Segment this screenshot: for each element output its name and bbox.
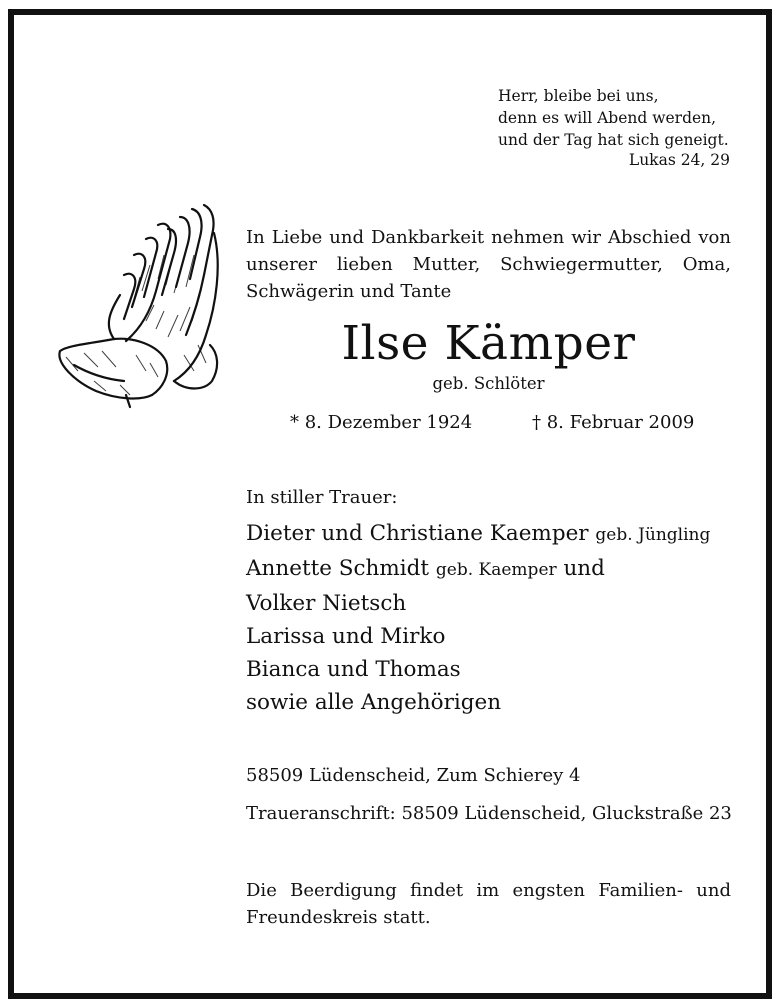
intro-text: In Liebe und Dankbarkeit nehmen wir Abschied von unserer lieben Mutter, Schwiegermutter, Oma, Schwägerin und Tante [246, 227, 731, 302]
mourner-name: Dieter und Christiane Kaemper [246, 521, 596, 546]
verse-line: und der Tag hat sich geneigt. [498, 131, 729, 149]
mourning-address: Traueranschrift: 58509 Lüdenscheid, Gluckstraße 23 [246, 803, 732, 824]
deceased-name: Ilse Kämper [341, 316, 636, 371]
mourner-line [246, 517, 710, 552]
funeral-note: Die Beerdigung findet im engsten Familien- und Freundeskreis statt. [246, 880, 731, 928]
mourner-maiden: geb. Kaemper [435, 560, 557, 580]
verse-line: denn es will Abend werden, [498, 109, 717, 127]
mourner-name: sowie alle Angehörigen [246, 690, 502, 715]
mourner-name: Larissa und Mirko [246, 624, 446, 649]
mourner-line [246, 552, 710, 587]
mourner-maiden: geb. Jüngling [595, 525, 711, 545]
mourner-line [246, 653, 710, 686]
death-date: † 8. Februar 2009 [532, 412, 695, 433]
mourner-line [246, 587, 710, 620]
mourner-suffix: und [556, 556, 605, 581]
verse-reference: Lukas 24, 29 [628, 151, 730, 169]
home-address: 58509 Lüdenscheid, Zum Schierey 4 [246, 765, 581, 786]
mourners-list [246, 517, 710, 719]
mourner-line [246, 686, 710, 719]
praying-hands-icon [54, 195, 224, 410]
mourner-name: Volker Nietsch [246, 591, 407, 616]
maiden-name: geb. Schlöter [432, 374, 545, 393]
mourner-name: Bianca und Thomas [246, 657, 461, 682]
verse-line: Herr, bleibe bei uns, [498, 87, 659, 105]
mourner-name: Annette Schmidt [246, 556, 436, 581]
mourner-line [246, 620, 710, 653]
bible-verse [498, 85, 729, 151]
mourning-label: In stiller Trauer: [246, 487, 398, 508]
birth-date: * 8. Dezember 1924 [290, 412, 473, 433]
